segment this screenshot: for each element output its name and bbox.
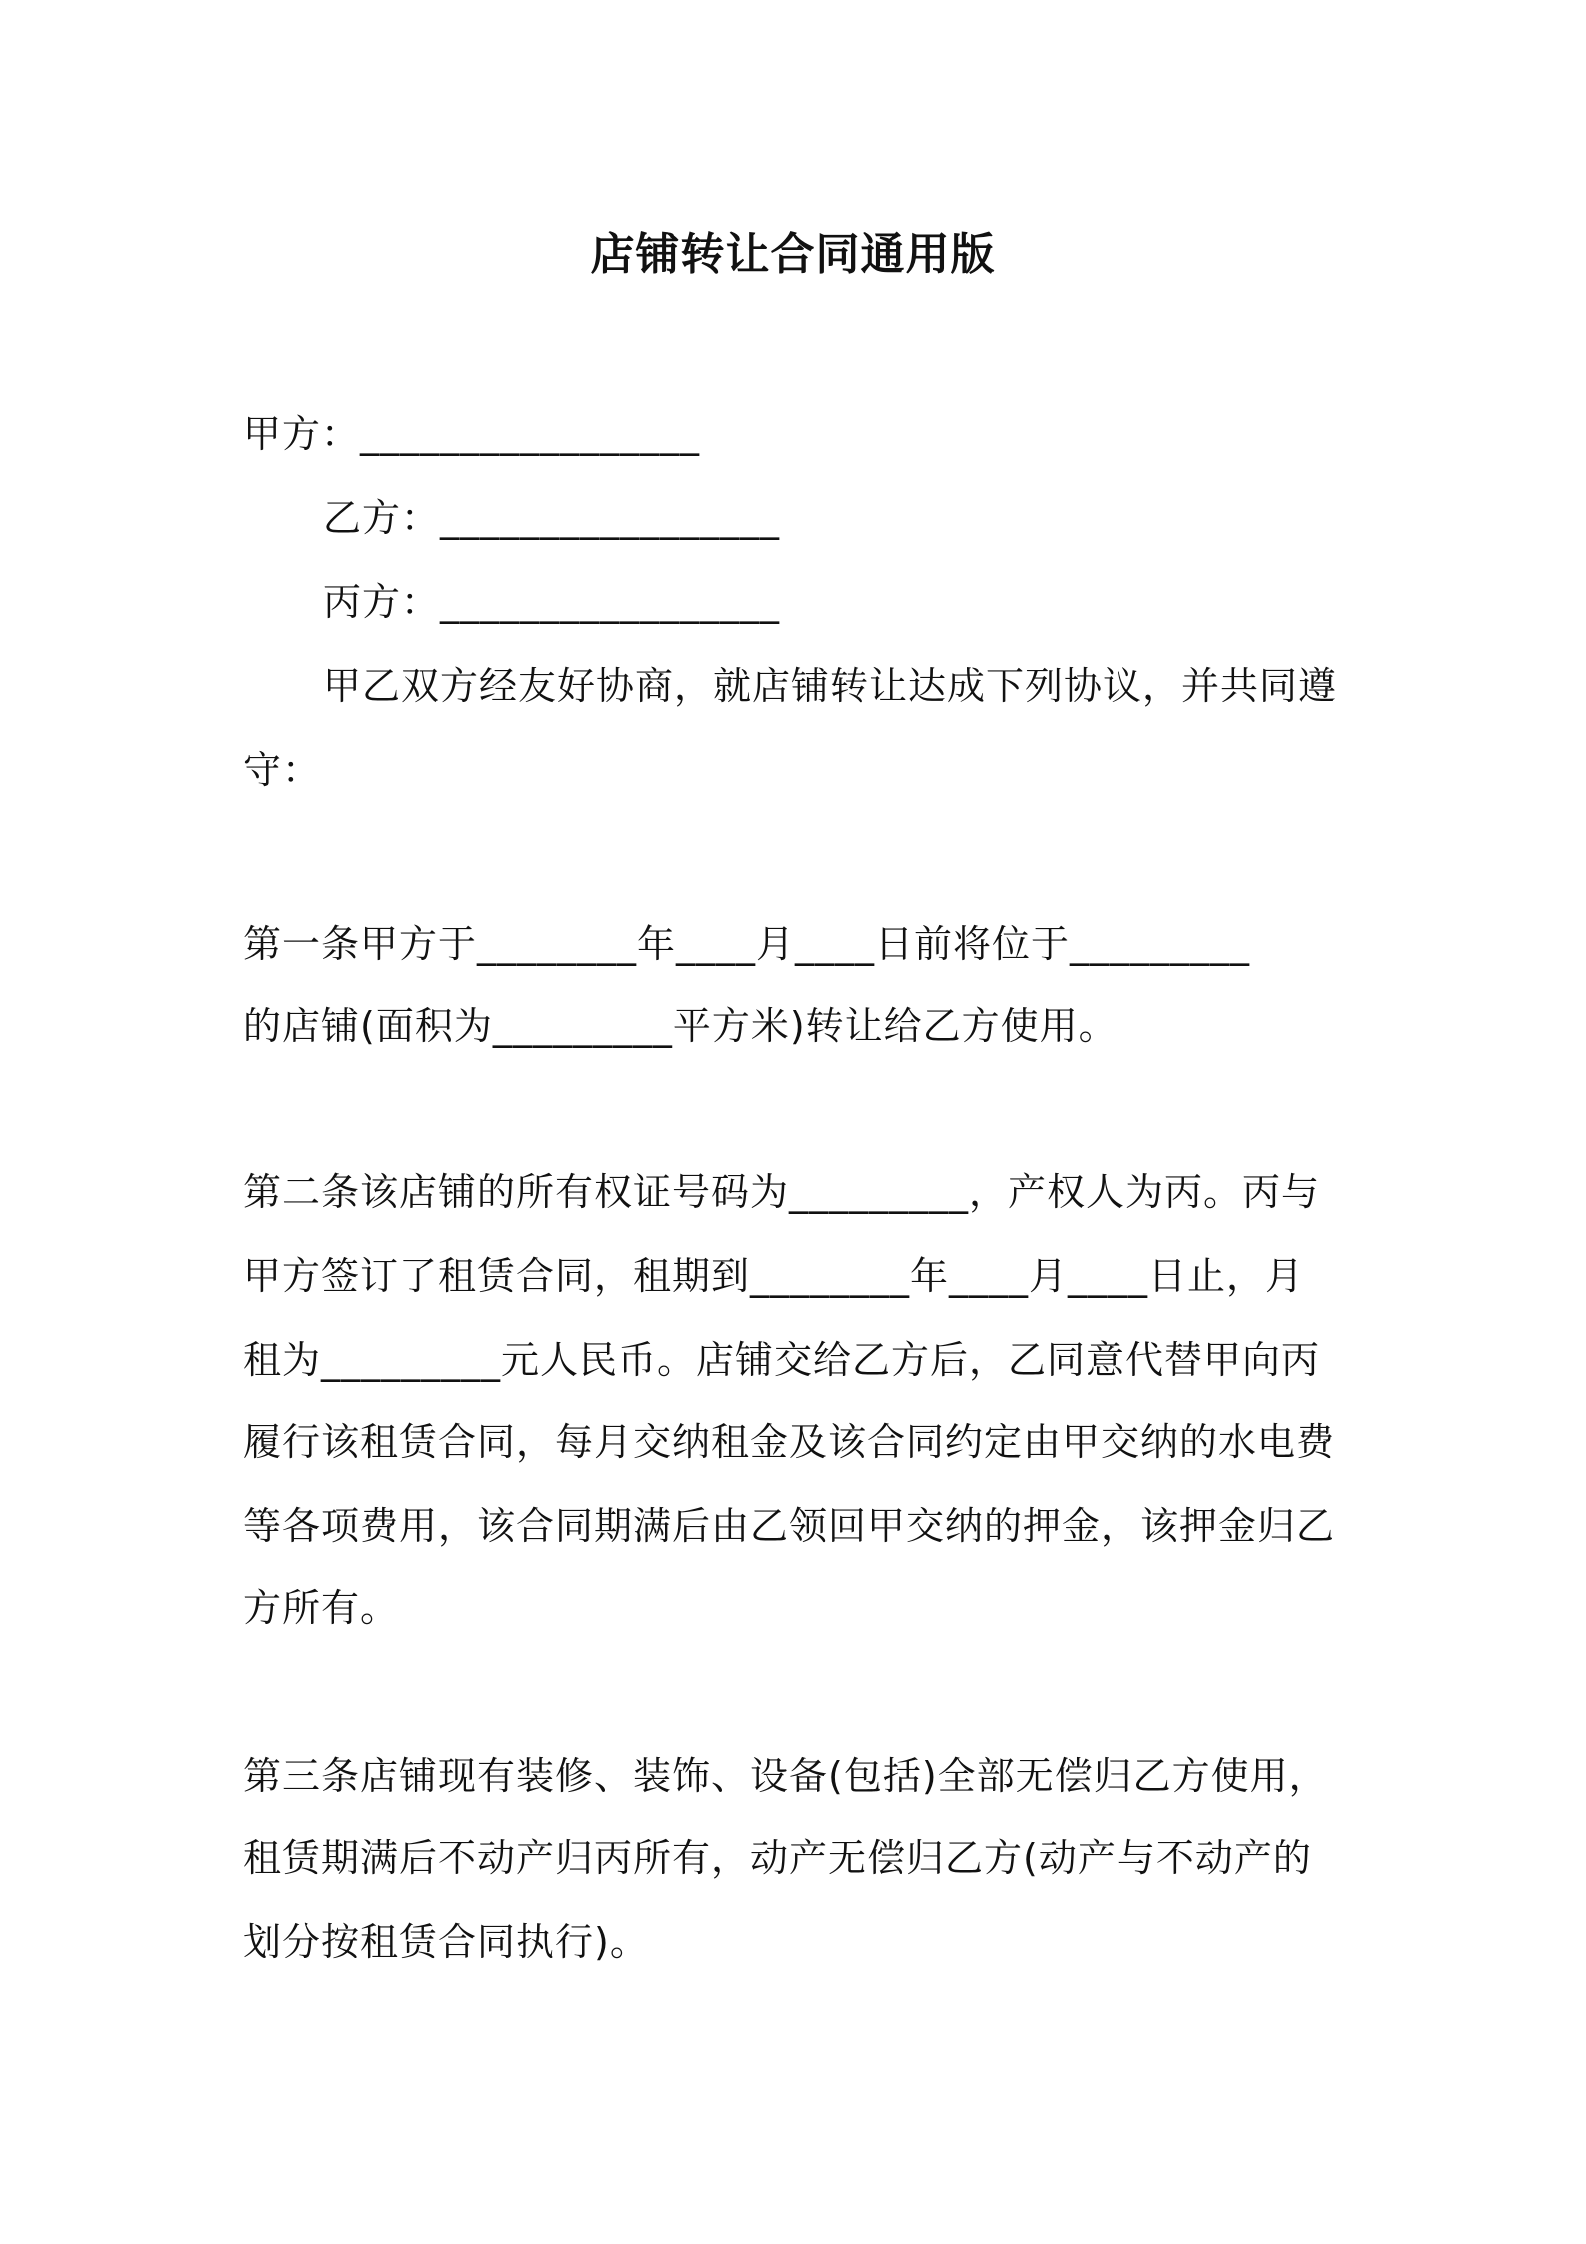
article-1-line-2: 的店铺(面积为_________平方米)转让给乙方使用。 — [243, 1004, 1118, 1048]
article-2-line-2: 甲方签订了租赁合同，租期到________年____月____日止，月 — [243, 1254, 1305, 1298]
article-2-line-6: 方所有。 — [243, 1586, 400, 1630]
article-3-line-1: 第三条店铺现有装修、装饰、设备(包括)全部无偿归乙方使用， — [243, 1754, 1328, 1798]
party-c-line: 丙方：_________________ — [323, 580, 781, 624]
article-2-line-5: 等各项费用，该合同期满后由乙领回甲交纳的押金，该押金归乙 — [243, 1504, 1336, 1548]
preamble-line-2: 守： — [243, 748, 322, 792]
article-1-line-1: 第一条甲方于________年____月____日前将位于_________ — [243, 922, 1251, 966]
article-2-line-3: 租为_________元人民币。店铺交给乙方后，乙同意代替甲向丙 — [243, 1338, 1321, 1382]
article-2-line-4: 履行该租赁合同，每月交纳租金及该合同约定由甲交纳的水电费 — [243, 1420, 1336, 1464]
article-3-line-2: 租赁期满后不动产归丙所有，动产无偿归乙方(动产与不动产的 — [243, 1836, 1312, 1880]
party-a-line: 甲方：_________________ — [243, 412, 701, 456]
party-b-line: 乙方：_________________ — [323, 496, 781, 540]
preamble-line-1: 甲乙双方经友好协商，就店铺转让达成下列协议，并共同遵 — [323, 664, 1338, 708]
document-title: 店铺转让合同通用版 — [590, 229, 996, 280]
article-2-line-1: 第二条该店铺的所有权证号码为_________，产权人为丙。丙与 — [243, 1170, 1321, 1214]
article-3-line-3: 划分按租赁合同执行)。 — [243, 1920, 649, 1964]
